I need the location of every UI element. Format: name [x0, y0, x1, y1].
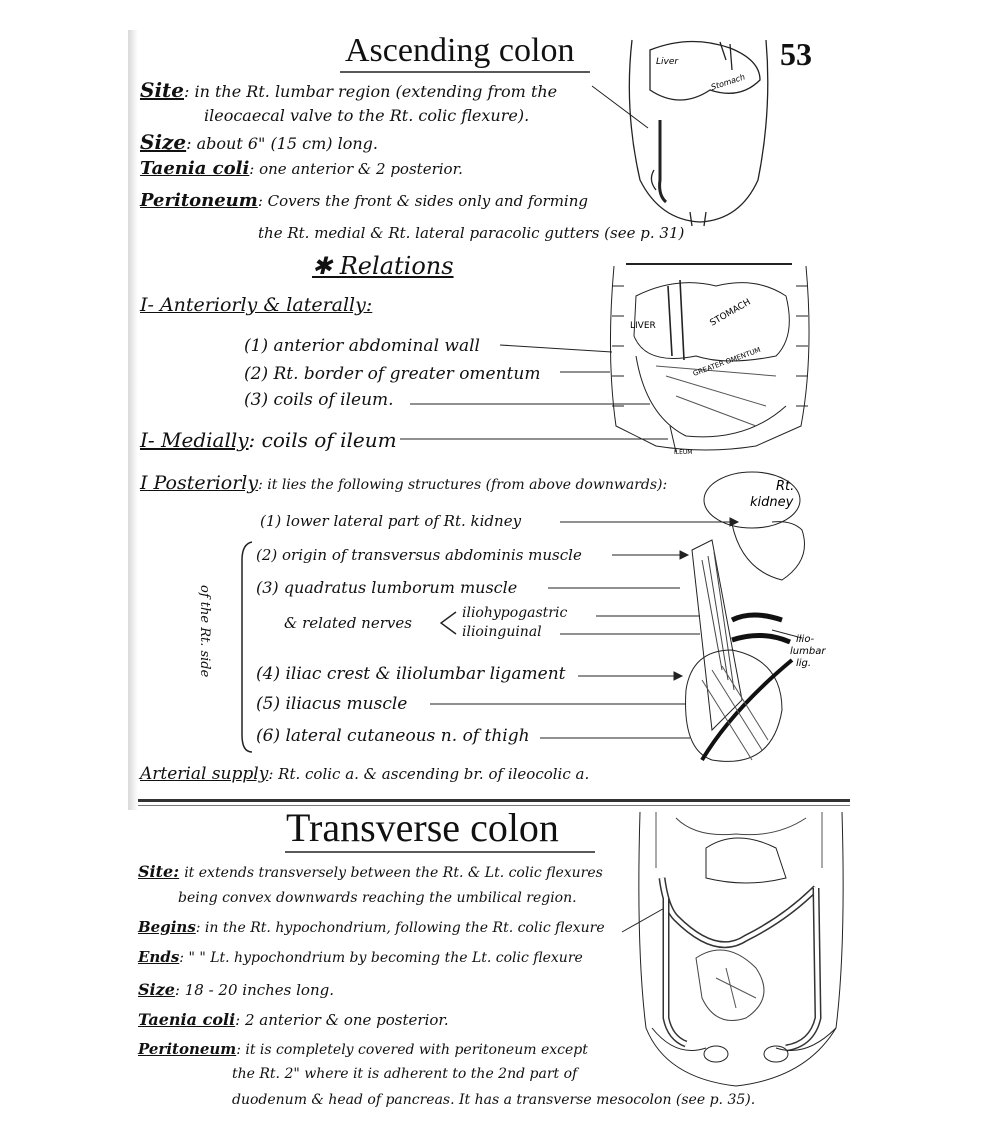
- transverse-peritoneum-label: Peritoneum: [138, 1040, 237, 1058]
- transverse-taenia-label: Taenia coli: [138, 1010, 236, 1029]
- nerve-iliohypogastric: iliohypogastric: [462, 605, 568, 621]
- begins-text: : in the Rt. hypochondrium, following the Rt. colic flexure: [195, 920, 605, 936]
- page-number: 53: [780, 36, 812, 72]
- site-text-continued: ileocaecal valve to the Rt. colic flexure).: [204, 106, 530, 125]
- arterial-text: : Rt. colic a. & ascending br. of ileocolic a.: [268, 765, 590, 783]
- peritoneum-label: Peritoneum: [140, 190, 258, 211]
- posterior-item-5: (5) iliacus muscle: [256, 694, 408, 714]
- fig2-ileum-label: ILEUM: [674, 449, 693, 456]
- anterior-heading: I- Anteriorly & laterally:: [140, 294, 373, 316]
- fig2-liver-label: LIVER: [630, 321, 656, 331]
- fig2-omentum-label: GREATER OMENTUM: [691, 345, 762, 378]
- transverse-peritoneum-text-2: the Rt. 2" where it is adherent to the 2nd part of: [232, 1066, 578, 1082]
- peritoneum-text-continued: the Rt. medial & Rt. lateral paracolic gutters (see p. 31): [258, 224, 685, 242]
- posteriorly-text: : it lies the following structures (from above downwards):: [258, 477, 668, 493]
- fig1-liver-label: Liver: [656, 57, 679, 67]
- begins-label: Begins: [138, 918, 196, 936]
- anterior-item-3: (3) coils of ileum.: [244, 390, 394, 410]
- transverse-site-continued: being convex downwards reaching the umbilical region.: [178, 890, 577, 906]
- anterior-item-1: (1) anterior abdominal wall: [244, 336, 480, 356]
- transverse-peritoneum-text: : it is completely covered with peritoneum except: [236, 1042, 588, 1058]
- posterior-item-4: (4) iliac crest & iliolumbar ligament: [256, 664, 566, 684]
- transverse-size-label: Size: [138, 980, 175, 999]
- size-label: Size: [140, 130, 187, 154]
- fig3-kidney-label: Rt. kidney: [750, 479, 795, 510]
- site-text: : in the Rt. lumbar region (extending from the: [184, 82, 558, 101]
- fig1-stomach-label: Stomach: [709, 72, 747, 92]
- posterior-item-3: (3) quadratus lumborum muscle: [256, 578, 518, 597]
- medially-text: : coils of ileum: [248, 428, 397, 452]
- taenia-label: Taenia coli: [140, 158, 250, 179]
- ends-text: : " " Lt. hypochondrium by becoming the Lt. colic flexure: [179, 950, 583, 966]
- transverse-colon-figure: [636, 808, 848, 1090]
- relations-heading: ✱ Relations: [312, 252, 454, 280]
- nerves-prefix: & related nerves: [284, 614, 412, 632]
- ends-label: Ends: [138, 948, 180, 966]
- transverse-taenia-text: : 2 anterior & one posterior.: [235, 1011, 449, 1029]
- posterior-item-6: (6) lateral cutaneous n. of thigh: [256, 726, 530, 746]
- posterior-item-1: (1) lower lateral part of Rt. kidney: [260, 512, 522, 530]
- fig3-iliolumbar-label: ilio-lumbar lig.: [790, 634, 826, 669]
- arterial-label: Arterial supply: [140, 764, 269, 784]
- ascending-colon-title: Ascending colon: [345, 32, 575, 69]
- posteriorly-label: I Posteriorly: [140, 472, 259, 494]
- medially-label: I- Medially: [140, 428, 249, 452]
- site-label: Site: [140, 78, 185, 102]
- taenia-text: : one anterior & 2 posterior.: [249, 160, 463, 178]
- anterior-item-2: (2) Rt. border of greater omentum: [244, 364, 541, 384]
- transverse-size-text: : 18 - 20 inches long.: [174, 981, 334, 999]
- transverse-site-text: it extends transversely between the Rt. & Lt. colic flexures: [184, 865, 603, 881]
- transverse-site-label: Site:: [138, 862, 180, 881]
- nerve-ilioinguinal: ilioinguinal: [462, 624, 542, 640]
- side-note: of the Rt. side: [197, 585, 212, 678]
- peritoneum-text: : Covers the front & sides only and forming: [257, 192, 588, 210]
- fig2-stomach-label: STOMACH: [708, 297, 753, 329]
- posterior-item-2: (2) origin of transversus abdominis muscle: [256, 546, 582, 564]
- transverse-colon-title: Transverse colon: [286, 805, 559, 850]
- size-text: : about 6" (15 cm) long.: [186, 134, 378, 153]
- transverse-peritoneum-text-3: duodenum & head of pancreas. It has a transverse mesocolon (see p. 35).: [232, 1092, 756, 1108]
